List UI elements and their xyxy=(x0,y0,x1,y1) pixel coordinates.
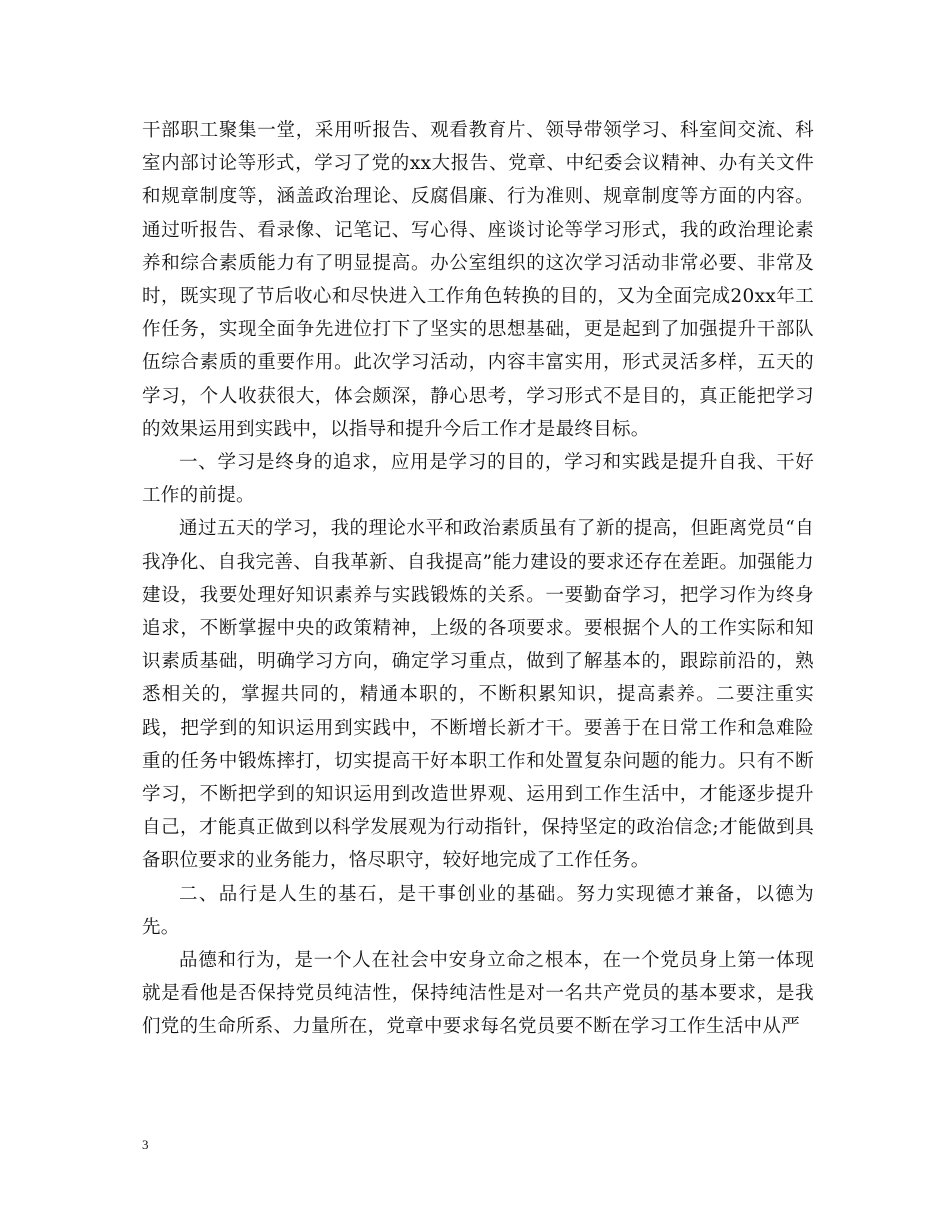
paragraph-4: 品德和行为，是一个人在社会中安身立命之根本，在一个党员身上第一体现就是看他是否保持党员纯洁性，保持纯洁性是对一名共产党员的基本要求，是我们党的生命所系、力量所在，党章中要求每名党员要不断在学习工作生活中从严 xyxy=(142,950,814,1038)
paragraph-continued: 干部职工聚集一堂，采用听报告、观看教育片、领导带领学习、科室间交流、科室内部讨论等形式，学习了党的xx大报告、党章、中纪委会议精神、办有关文件和规章制度等，涵盖政治理论、反腐倡廉、行为准则、规章制度等方面的内容。通过听报告、看录像、记笔记、写心得、座谈讨论等学习形式，我的政治理论素养和综合素质能力有了明显提高。办公室组织的这次学习活动非常必要、非常及时，既实现了节后收心和尽快进入工作角色转换的目的，又为全面完成20xx年工作任务，实现全面争先进位打下了坚实的思想基础，更是起到了加强提升干部队伍综合素质的重要作用。此次学习活动，内容丰富实用，形式灵活多样，五天的学习，个人收获很大，体会颇深，静心思考，学习形式不是目的，真正能把学习的效果运用到实践中，以指导和提升今后工作才是最终目标。 xyxy=(142,120,814,440)
page-number: 3 xyxy=(142,1137,149,1152)
document-body xyxy=(142,114,814,1044)
section-heading-1: 一、学习是终身的追求，应用是学习的目的，学习和实践是提升自我、干好工作的前提。 xyxy=(142,452,814,507)
section-heading-2: 二、品行是人生的基石，是干事创业的基础。努力实现德才兼备，以德为先。 xyxy=(142,883,814,938)
paragraph-2: 通过五天的学习，我的理论水平和政治素质虽有了新的提高，但距离党员“自我净化、自我完善、自我革新、自我提高”能力建设的要求还存在差距。加强能力建设，我要处理好知识素养与实践锻炼的关系。一要勤奋学习，把学习作为终身追求，不断掌握中央的政策精神，上级的各项要求。要根据个人的工作实际和知识素质基础，明确学习方向，确定学习重点，做到了解基本的，跟踪前沿的，熟悉相关的，掌握共同的，精通本职的，不断积累知识，提高素养。二要注重实践，把学到的知识运用到实践中，不断增长新才干。要善于在日常工作和急难险重的任务中锻炼摔打，切实提高干好本职工作和处置复杂问题的能力。只有不断学习，不断把学到的知识运用到改造世界观、运用到工作生活中，才能逐步提升自己，才能真正做到以科学发展观为行动指针，保持坚定的政治信念;才能做到具备职位要求的业务能力，恪尽职守，较好地完成了工作任务。 xyxy=(142,518,814,872)
